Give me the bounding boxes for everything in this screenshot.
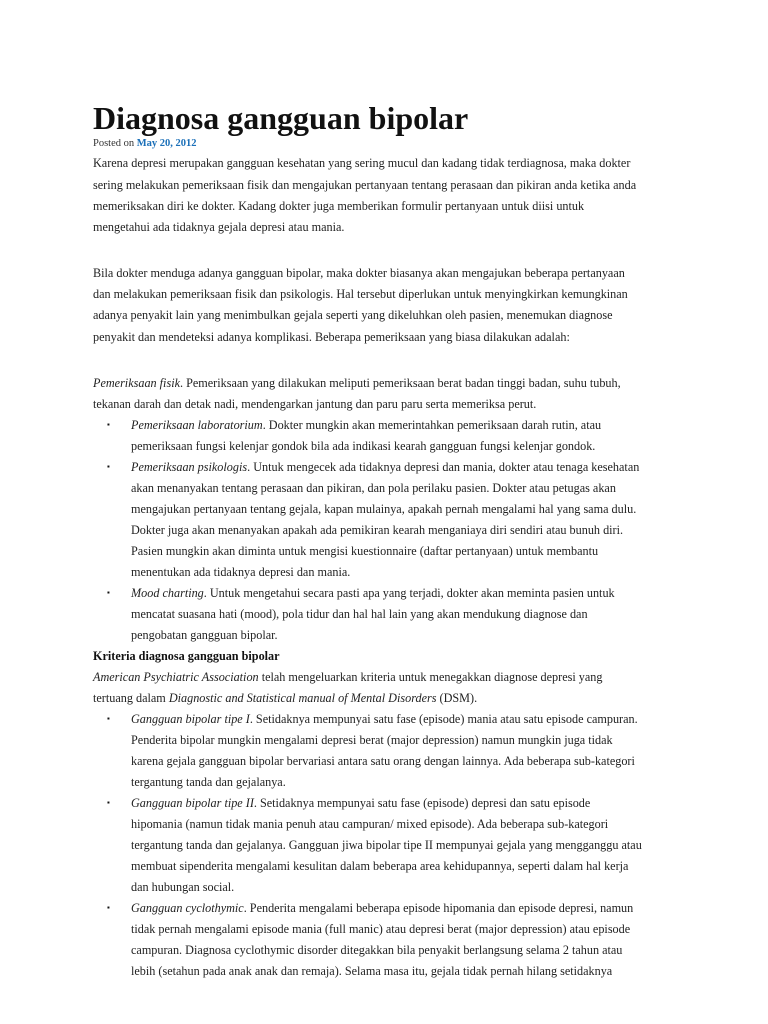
list-item-line: tergantung tanda dan gejalanya. [131,775,286,789]
p3-term: Pemeriksaan fisik [93,376,180,390]
bullet-icon: ▪ [107,420,110,429]
list-item-term: Pemeriksaan psikologis [131,460,248,474]
bullet-icon: ▪ [107,798,110,807]
p4-term: American Psychiatric Association [93,670,259,684]
p4-line: American Psychiatric Association telah mengeluarkan kriteria untuk menegakkan diagnose depresi yang [93,670,603,684]
list-item-line: tidak pernah mengalami episode mania (full manic) atau depresi berat (major depression) atau episode [131,922,631,936]
p1-line: Karena depresi merupakan gangguan kesehatan yang sering mucul dan kadang tidak terdiagnosa, maka dokter [93,156,631,170]
list-item-term: Gangguan cyclothymic [131,901,244,915]
p2-line: dan melakukan pemeriksaan fisik dan psikologis. Hal tersebut diperlukan untuk menyingkirkan kemungkinan [93,287,628,301]
p2-line: Bila dokter menduga adanya gangguan bipolar, maka dokter biasanya akan mengajukan beberapa pertanyaan [93,266,625,280]
list-item-line: Penderita bipolar mungkin mengalami depresi berat (major depression) namun mungkin juga tidak [131,733,613,747]
list-item-line: mengajukan pertanyaan tentang gejala, kapan mulainya, apakah pernah mengalami hal yang sama dulu. [131,502,637,516]
list-item-term: Gangguan bipolar tipe I [131,712,250,726]
list-item-line: Mood charting. Untuk mengetahui secara pasti apa yang terjadi, dokter akan meminta pasien untuk [131,586,615,600]
list-item-line: Pemeriksaan psikologis. Untuk mengecek ada tidaknya depresi dan mania, dokter atau tenaga kesehatan [131,460,640,474]
list-item-line: pengobatan gangguan bipolar. [131,628,278,642]
list-item-line: Pasien mungkin akan diminta untuk mengisi kuestionnaire (daftar pertanyaan) untuk membantu [131,544,599,558]
post-meta [93,137,197,151]
p1-line: memeriksakan diri ke dokter. Kadang dokter juga memberikan formulir pertanyaan untuk diisi untuk [93,199,585,213]
list-item-line: mencatat suasana hati (mood), pola tidur dan hal hal lain yang akan mendukung diagnose dan [131,607,588,621]
posted-on-label: Posted on [93,138,135,149]
list-item-line: tergantung tanda dan gejalanya. Gangguan jiwa bipolar tipe II mempunyai gejala yang mengganggu atau [131,838,642,852]
list-item-line: campuran. Diagnosa cyclothymic disorder ditegakkan bila penyakit berlangsung selama 2 tahun atau [131,943,623,957]
bullet-icon: ▪ [107,588,110,597]
list-item-term: Mood charting [131,586,204,600]
list-item-line: lebih (setahun pada anak anak dan remaja). Selama masa itu, gejala tidak pernah hilang setidaknya [131,964,613,978]
p3-line: tekanan darah dan detak nadi, mendengarkan jantung dan paru paru serta memeriksa perut. [93,397,537,411]
section-heading: Kriteria diagnosa gangguan bipolar [93,649,280,663]
p1-line: sering melakukan pemeriksaan fisik dan mengajukan pertanyaan tentang perasaan dan pikiran anda ketika anda [93,178,637,192]
p1-line: mengetahui ada tidaknya gejala depresi atau mania. [93,220,345,234]
list-item-term: Pemeriksaan laboratorium [131,418,263,432]
list-item-line: Gangguan bipolar tipe II. Setidaknya mempunyai satu fase (episode) depresi dan satu episode [131,796,591,810]
p2-line: penyakit dan mendeteksi adanya komplikasi. Beberapa pemeriksaan yang biasa dilakukan adalah: [93,330,570,344]
list-item-line: hipomania (namun tidak mania penuh atau campuran/ mixed episode). Ada beberapa sub-kategori [131,817,609,831]
list-item-line: akan menanyakan tentang perasaan dan pikiran, dan pola perilaku pasien. Dokter atau petugas akan [131,481,616,495]
list-item-term: Gangguan bipolar tipe II [131,796,254,810]
bullet-icon: ▪ [107,903,110,912]
list-item-line: karena gejala gangguan bipolar bervariasi antara satu orang dengan lainnya. Ada beberapa sub-kategori [131,754,635,768]
p4-term: Diagnostic and Statistical manual of Mental Disorders [168,691,437,705]
bullet-icon: ▪ [107,714,110,723]
bullet-icon: ▪ [107,462,110,471]
list-item-line: menentukan ada tidaknya depresi dan mania. [131,565,351,579]
p4-line: tertuang dalam Diagnostic and Statistical manual of Mental Disorders (DSM). [93,691,478,705]
list-item-line: Dokter juga akan menanyakan apakah ada pemikiran kearah menganiaya diri sendiri atau bunuh diri. [131,523,624,537]
list-item-line: Gangguan bipolar tipe I. Setidaknya mempunyai satu fase (episode) mania atau satu episode campuran. [131,712,638,726]
list-item-line: dan hubungan social. [131,880,235,894]
post-title: Diagnosa gangguan bipolar [93,100,469,136]
list-item-line: pemeriksaan fungsi kelenjar gondok bila ada indikasi kearah gangguan fungsi kelenjar gondok. [131,439,596,453]
p3-line: Pemeriksaan fisik. Pemeriksaan yang dilakukan meliputi pemeriksaan berat badan tinggi badan, suhu tubuh, [93,376,621,390]
p2-line: adanya penyakit lain yang menimbulkan gejala seperti yang dikeluhkan oleh pasien, menemukan diagnose [93,308,613,322]
post-date-link[interactable]: May 20, 2012 [136,138,197,149]
list-item-line: Pemeriksaan laboratorium. Dokter mungkin akan memerintahkan pemeriksaan darah rutin, atau [131,418,602,432]
list-item-line: Gangguan cyclothymic. Penderita mengalami beberapa episode hipomania dan episode depresi, namun [131,901,634,915]
list-item-line: membuat sipenderita mengalami kesulitan dalam beberapa area kehidupannya, seperti dalam hal kerja [131,859,629,873]
